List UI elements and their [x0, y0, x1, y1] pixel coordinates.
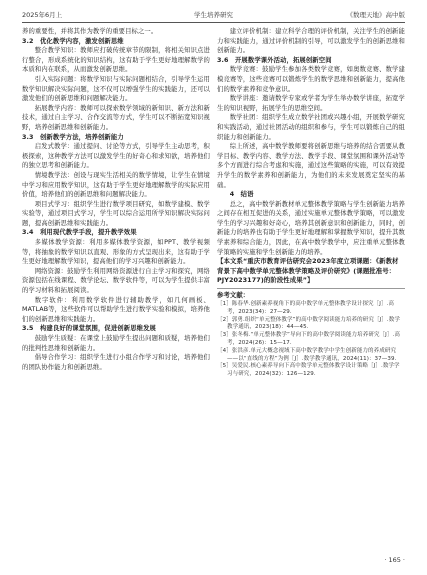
section-heading: 3.2 优化教学内容，激发创新思维 — [22, 37, 124, 45]
paragraph: 总之，高中数学新教材单元整体教学策略与学生创新能力培养之间存在相互促进的关系，通过实施单元整体教学策略，可以激发学生的学习兴趣和好奇心，培养其创新意识和创新能力，同时，创新能力的培养也有助于学生更好地理解和掌握数学知识，提升其数学素养和综合能力，因此，在高中数学教学中，应注重单元整体教学策略的实施和学生创新能力的培养。 — [217, 200, 405, 256]
paragraph: 数字软件：利用数学软件进行辅助教学，如几何画板、MATLAB等，这些软件可以帮助学生进行数学实验和模拟，培养他们的创新思维和实践能力。 — [22, 296, 210, 323]
paragraph: 数学竞赛：鼓励学生参加各类数学竞赛，如奥数竞赛、数学建模竞赛等，这些竞赛可以锻炼学生的数学思维和创新能力，提高他们的数学素养和竞争意识。 — [217, 66, 405, 93]
paragraph: 启发式教学：通过提问、讨论等方式，引导学生主动思考，积极探索，这种教学方法可以激发学生的好奇心和求知欲，培养他们的独立思考和创新能力。 — [22, 143, 210, 170]
paragraph: 拓展教学内容：教师可以探索数学领域的新知识、新方法和新技术，通过自主学习、合作交流等方式，学生可以不断拓宽知识视野，培养创新思维和创新能力。 — [22, 104, 210, 131]
paragraph: 鼓励学生质疑：在课堂上鼓励学生提出问题和质疑，培养他们的批判性思维和创新能力。 — [22, 335, 210, 352]
paragraph: 数学社团：组织学生成立数学社团或兴趣小组，开展数学研究和实践活动，通过社团活动的组织和参与，学生可以锻炼自己的组织能力和创新能力。 — [217, 114, 405, 141]
section-title: 学生培养研究 — [194, 11, 233, 19]
reference-item: ［3］张冬梅.“单元整体教学”导向下的高中数学阅读能力培养研究［J］.高考，2024(26)：15—17. — [217, 332, 400, 347]
running-header — [22, 8, 405, 23]
paragraph: 综上所述，高中数学教师要将创新思维与培养的结合需要从教学目标、教学内容、教学方法、教学手段、课堂氛围和课外活动等多个方面进行综合考虑和实施，通过这些策略的实施，可以有效提升学生的数学素养和创新能力，为他们的未来发展奠定坚实的基础。 — [217, 143, 405, 189]
paragraph: 情境教学法：创设与现实生活相关的数学情境，让学生在情境中学习和应用数学知识，这有助于学生更好地理解数学的实际应用价值，培养他们的创新思维和问题解决能力。 — [22, 171, 210, 199]
section-heading: 3.5 构建良好的课堂氛围，促进创新思维发展 — [22, 325, 156, 333]
section-heading: 3.3 创新教学方法，培养创新能力 — [22, 133, 124, 141]
paragraph: 建立评价机制：建立科学合理的评价机制，关注学生的创新能力和实践能力，通过评价机制的引导，可以激发学生的创新思维和创新能力。 — [217, 28, 405, 55]
paragraph: 倡导合作学习：组织学生进行小组合作学习和讨论，培养他们的团队协作能力和创新思维。 — [22, 354, 210, 371]
reference-item: ［5］吴爱民.核心素养导向下高中数学单元整体教学设计策略［J］.数学学习与研究，2024(32)：126—129. — [217, 363, 400, 378]
section-heading: 3.6 开展数学课外活动，拓展创新空间 — [217, 56, 332, 64]
paragraph: 养的重要性，并将其作为教学的重要目标之一。 — [22, 28, 158, 35]
reference-item: ［2］郭勇.组织“单元整体教学”的高中数学阅读能力培养的研究［J］.数学教学通讯，2023(18)：44—45. — [217, 316, 400, 331]
paragraph: 引入实际问题：将数学知识与实际问题相结合，引导学生运用数学知识解决实际问题，这不仅可以增强学生的实践能力，还可以激发他们的创新思维和问题解决能力。 — [22, 75, 210, 103]
journal-name: 《数理天地》高中版 — [346, 11, 405, 19]
section-heading: 3.4 利用现代教学手段，提升教学效果 — [22, 229, 137, 237]
issue-date: 2025年6月上 — [22, 11, 63, 19]
left-column — [22, 27, 210, 372]
right-column — [217, 27, 405, 379]
paragraph: 网络资源：鼓励学生利用网络资源进行自主学习和探究，网络资源包括在线课程、数学论坛、数学软件等，可以为学生提供丰富的学习材料和拓展阅读。 — [22, 267, 210, 295]
funding-note: 【本文系“重庆市教育评估研究会2023年度立项课题：《新教材背景下高中数学单元整体教学策略及评价研究》(课题批准号：PJY2023177)的阶段性成果”】 — [217, 257, 399, 285]
references-heading: 参考文献： — [217, 292, 250, 300]
reference-item: ［4］张洪彦.单元大概念视域下高中数学教学中学生创新能力的养成研究——以“直线的方程”为例［J］.数学教学通讯，2024(11)：37—39. — [217, 347, 397, 362]
reference-item: ［1］陈春华.创新素养视角下的高中数学单元整体教学设计探究［J］.高考，2023(34)：27—29. — [217, 301, 395, 315]
page-number: · 165 · — [384, 556, 405, 564]
paragraph: 整合教学知识：教师应打破传统章节的限制，将相关知识点进行整合，形成系统化的知识结构，这有助于学生更好地理解数学的本质和内在联系，从而激发创新思维。 — [22, 47, 210, 74]
section-heading: 4 结语 — [229, 191, 254, 199]
divider — [217, 288, 405, 289]
paragraph: 项目式学习：组织学生进行数学项目研究，如数学建模、数学实验等，通过项目式学习，学生可以综合运用所学知识解决实际问题，提高创新思维和实践能力。 — [22, 200, 210, 227]
paragraph: 数学讲座：邀请数学专家或学者为学生举办数学讲座，拓宽学生的知识视野，拓展学生的思维空间。 — [217, 95, 405, 112]
paragraph: 多媒体教学资源：利用多媒体教学资源，如PPT、教学视频等，将抽象的数学知识以直观、形象的方式呈现出来，这有助于学生更好地理解数学知识，提高他们的学习兴趣和创新能力。 — [22, 239, 210, 266]
